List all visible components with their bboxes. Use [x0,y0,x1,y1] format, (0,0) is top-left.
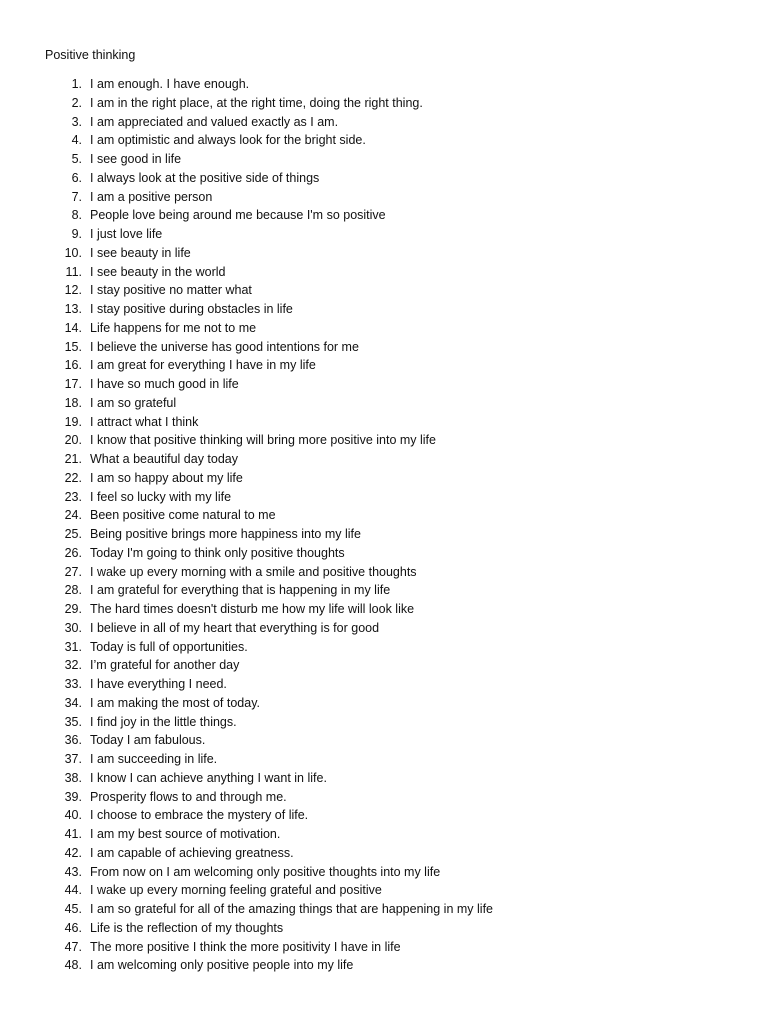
item-text: I believe in all of my heart that everything is for good [90,620,380,635]
item-text: I am optimistic and always look for the bright side. [90,133,366,148]
item-text: I am grateful for everything that is happening in my life [90,583,391,598]
item-number: 37. [64,752,82,766]
document-title: Positive thinking [45,48,136,62]
item-text: Today I'm going to think only positive thoughts [90,545,345,560]
item-text: I am appreciated and valued exactly as I am. [90,114,339,129]
item-number: 33. [64,677,82,691]
item-number: 17. [64,377,82,391]
item-text: I have so much good in life [90,377,239,391]
item-text: I know I can achieve anything I want in life. [90,770,327,785]
item-text: I am succeeding in life. [90,752,218,766]
item-text: I know that positive thinking will bring more positive into my life [90,433,436,448]
item-number: 6. [71,170,82,185]
item-number: 16. [64,358,82,373]
item-text: I feel so lucky with my life [90,489,232,504]
item-text: From now on I am welcoming only positive thoughts into my life [90,864,441,879]
item-number: 40. [64,808,82,823]
item-number: 31. [64,639,82,654]
item-text: Being positive brings more happiness into my life [90,527,361,541]
item-number: 29. [64,602,82,616]
item-text: Been positive come natural to me [90,508,276,523]
item-number: 38. [64,770,82,785]
item-number: 7. [71,189,82,204]
item-number: 18. [64,395,82,410]
item-number: 32. [64,658,82,673]
item-text: I just love life [90,227,163,241]
item-text: Today I am fabulous. [90,733,206,748]
item-number: 12. [64,283,82,298]
item-text: Today is full of opportunities. [90,639,248,654]
item-text: I am enough. I have enough. [90,77,250,91]
item-text: I am a positive person [90,189,213,204]
item-number: 48. [64,958,82,973]
item-text: I am capable of achieving greatness. [90,845,294,860]
item-text: People love being around me because I'm so positive [90,208,386,223]
item-number: 47. [64,939,82,954]
item-number: 41. [64,827,82,841]
item-text: What a beautiful day today [90,452,239,466]
item-text: The hard times doesn't disturb me how my life will look like [90,602,415,616]
item-number: 45. [64,902,82,916]
item-number: 9. [71,227,82,241]
item-text: The more positive I think the more positivity I have in life [90,939,401,954]
item-number: 30. [64,620,82,635]
item-text: I see good in life [90,152,182,166]
item-number: 23. [64,489,82,504]
item-text: I am welcoming only positive people into my life [90,958,354,973]
item-number: 14. [64,320,82,335]
item-number: 34. [64,695,82,710]
item-text: I am so grateful [90,395,177,410]
item-text: Life happens for me not to me [90,320,257,335]
item-number: 22. [64,470,82,485]
item-text: I am so grateful for all of the amazing things that are happening in my life [90,902,494,916]
item-text: Life is the reflection of my thoughts [90,920,284,935]
item-text: I am in the right place, at the right time, doing the right thing. [90,95,423,110]
item-number: 4. [71,133,82,148]
item-number: 15. [64,339,82,354]
item-text: I see beauty in the world [90,264,226,279]
item-number: 13. [64,302,82,316]
item-text: I am my best source of motivation. [90,827,281,841]
item-number: 44. [64,883,82,898]
item-text: Prosperity flows to and through me. [90,789,287,804]
item-number: 39. [64,789,82,804]
item-number: 46. [64,920,82,935]
item-text: I wake up every morning with a smile and positive thoughts [90,564,417,579]
item-number: 3. [71,114,82,129]
item-text: I am great for everything I have in my life [90,358,316,373]
item-text: I believe the universe has good intentions for me [90,339,359,354]
item-number: 24. [64,508,82,523]
item-number: 43. [64,864,82,879]
item-text: I am making the most of today. [90,695,260,710]
item-text: I see beauty in life [90,245,191,260]
item-text: I’m grateful for another day [90,658,240,673]
item-number: 10. [64,245,82,260]
item-number: 20. [64,433,82,448]
item-text: I wake up every morning feeling grateful and positive [90,883,382,898]
item-number: 19. [64,414,82,429]
item-text: I stay positive during obstacles in life [90,302,293,316]
item-number: 11. [65,264,82,279]
item-number: 26. [64,545,82,560]
item-text: I attract what I think [90,414,199,429]
item-text: I am so happy about my life [90,470,243,485]
item-number: 1. [71,77,82,91]
item-number: 5. [71,152,82,166]
item-number: 25. [64,527,82,541]
item-number: 27. [64,564,82,579]
item-text: I stay positive no matter what [90,283,252,298]
item-text: I have everything I need. [90,677,227,691]
item-number: 35. [64,714,82,729]
item-text: I find joy in the little things. [90,714,237,729]
item-text: I choose to embrace the mystery of life. [90,808,309,823]
item-text: I always look at the positive side of things [90,170,320,185]
item-number: 8. [71,208,82,223]
item-number: 42. [64,845,82,860]
item-number: 36. [64,733,82,748]
item-number: 28. [64,583,82,598]
item-number: 2. [71,95,82,110]
item-number: 21. [64,452,82,466]
